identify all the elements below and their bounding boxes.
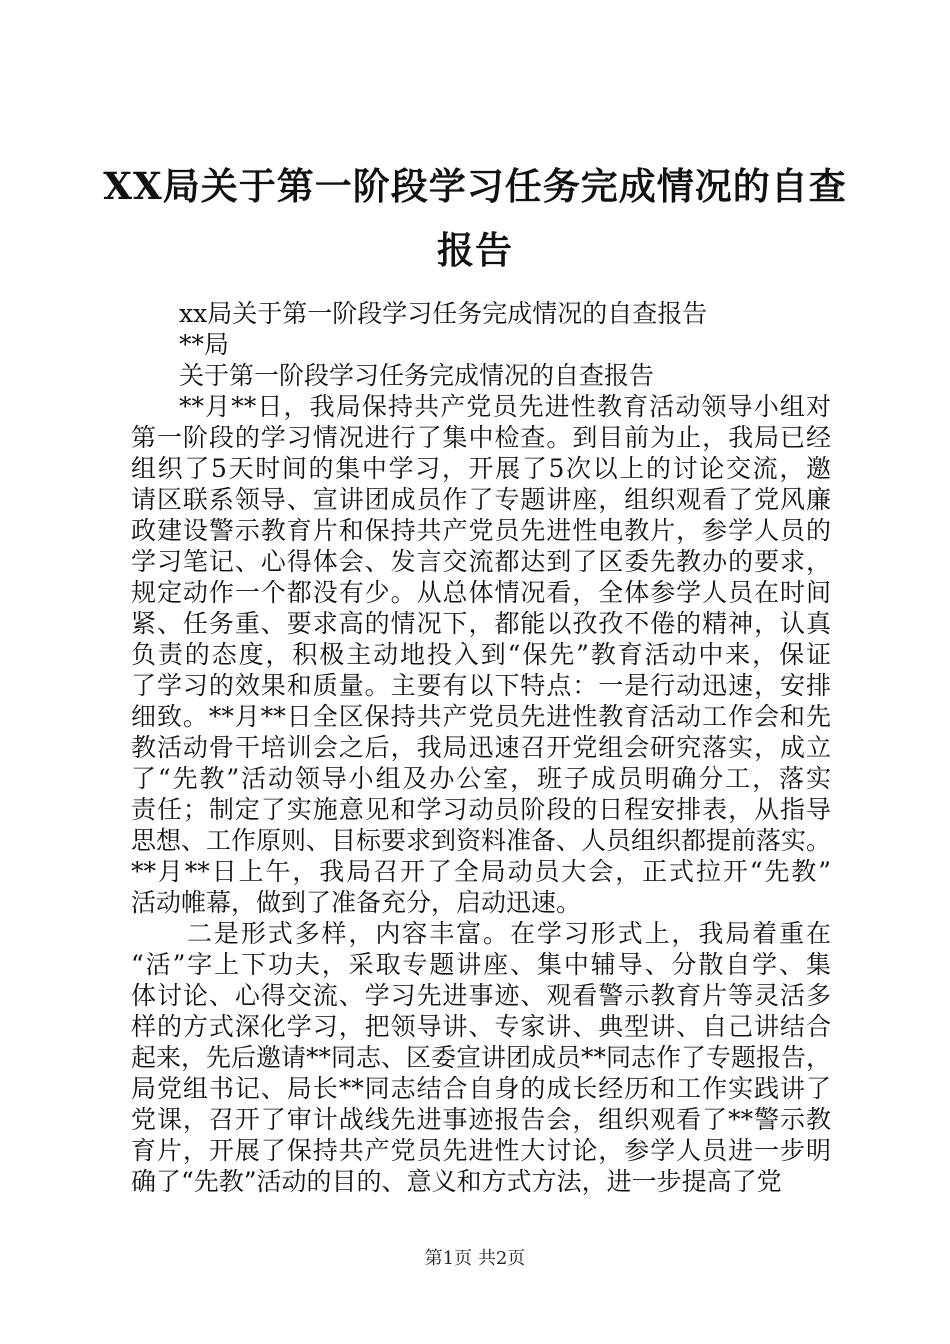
paragraph-line: 组织了5天时间的集中学习，开展了5次以上的讨论交流，邀 [131, 454, 831, 483]
header-line: 关于第一阶段学习任务完成情况的自查报告 [179, 361, 655, 390]
paragraph-line: 局党组书记、局长**同志结合自身的成长经历和工作实践讲了 [131, 1074, 831, 1103]
paragraph-line: “活”字上下功夫，采取专题讲座、集中辅导、分散自学、集 [131, 950, 831, 979]
paragraph-line: 起来，先后邀请**同志、区委宣讲团成员**同志作了专题报告， [131, 1043, 832, 1072]
paragraph-line: 规定动作一个都没有少。从总体情况看，全体参学人员在时间 [131, 578, 831, 607]
header-line: **局 [179, 330, 230, 359]
document-title-line2: 报告 [437, 228, 513, 272]
paragraph-line: 思想、工作原则、目标要求到资料准备、人员组织都提前落实。 [131, 826, 832, 855]
paragraph-line: 负责的态度，积极主动地投入到“保先”教育活动中来，保证 [131, 640, 831, 669]
paragraph-line: 样的方式深化学习，把领导讲、专家讲、典型讲、自己讲结合 [131, 1012, 831, 1041]
paragraph-1 [131, 391, 831, 918]
header-lines [131, 298, 831, 391]
paragraph-line: 政建设警示教育片和保持共产党员先进性电教片，参学人员的 [131, 516, 831, 545]
paragraph-line: 细致。**月**日全区保持共产党员先进性教育活动工作会和先 [131, 702, 831, 731]
paragraph-line: 教活动骨干培训会之后，我局迅速召开党组会研究落实，成立 [131, 733, 831, 762]
paragraph-line: 育片，开展了保持共产党员先进性大讨论，参学人员进一步明 [131, 1136, 831, 1165]
paragraph-line: 了“先教”活动领导小组及办公室，班子成员明确分工，落实 [131, 764, 831, 793]
paragraph-line: 学习笔记、心得体会、发言交流都达到了区委先教办的要求， [131, 547, 831, 576]
paragraph-line: 党课，召开了审计战线先进事迹报告会，组织观看了**警示教 [131, 1105, 831, 1134]
header-line: xx局关于第一阶段学习任务完成情况的自查报告 [179, 299, 708, 328]
document-body [131, 298, 831, 1197]
paragraph-line: **月**日上午，我局召开了全局动员大会，正式拉开“先教” [131, 857, 831, 886]
paragraph-line: 责任；制定了实施意见和学习动员阶段的日程安排表，从指导 [131, 795, 831, 824]
paragraph-line: **月**日，我局保持共产党员先进性教育活动领导小组对 [179, 392, 831, 421]
paragraph-line: 第一阶段的学习情况进行了集中检查。到目前为止，我局已经 [131, 423, 831, 452]
paragraph-line: 确了“先教”活动的目的、意义和方式方法，进一步提高了党 [131, 1167, 782, 1196]
paragraph-line: 紧、任务重、要求高的情况下，都能以孜孜不倦的精神，认真 [131, 609, 831, 638]
paragraph-line: 活动帷幕，做到了准备充分，启动迅速。 [131, 888, 582, 917]
paragraph-2 [131, 918, 831, 1197]
page-footer: 第1页 共2页 [424, 1248, 526, 1269]
paragraph-line: 体讨论、心得交流、学习先进事迹、观看警示教育片等灵活多 [131, 981, 831, 1010]
paragraph-line: 二是形式多样，内容丰富。在学习形式上，我局着重在 [187, 919, 831, 948]
paragraph-line: 请区联系领导、宣讲团成员作了专题讲座，组织观看了党风廉 [131, 485, 831, 514]
paragraph-line: 了学习的效果和质量。主要有以下特点：一是行动迅速，安排 [131, 671, 831, 700]
document-title-line1: XX局关于第一阶段学习任务完成情况的自查 [103, 164, 847, 208]
